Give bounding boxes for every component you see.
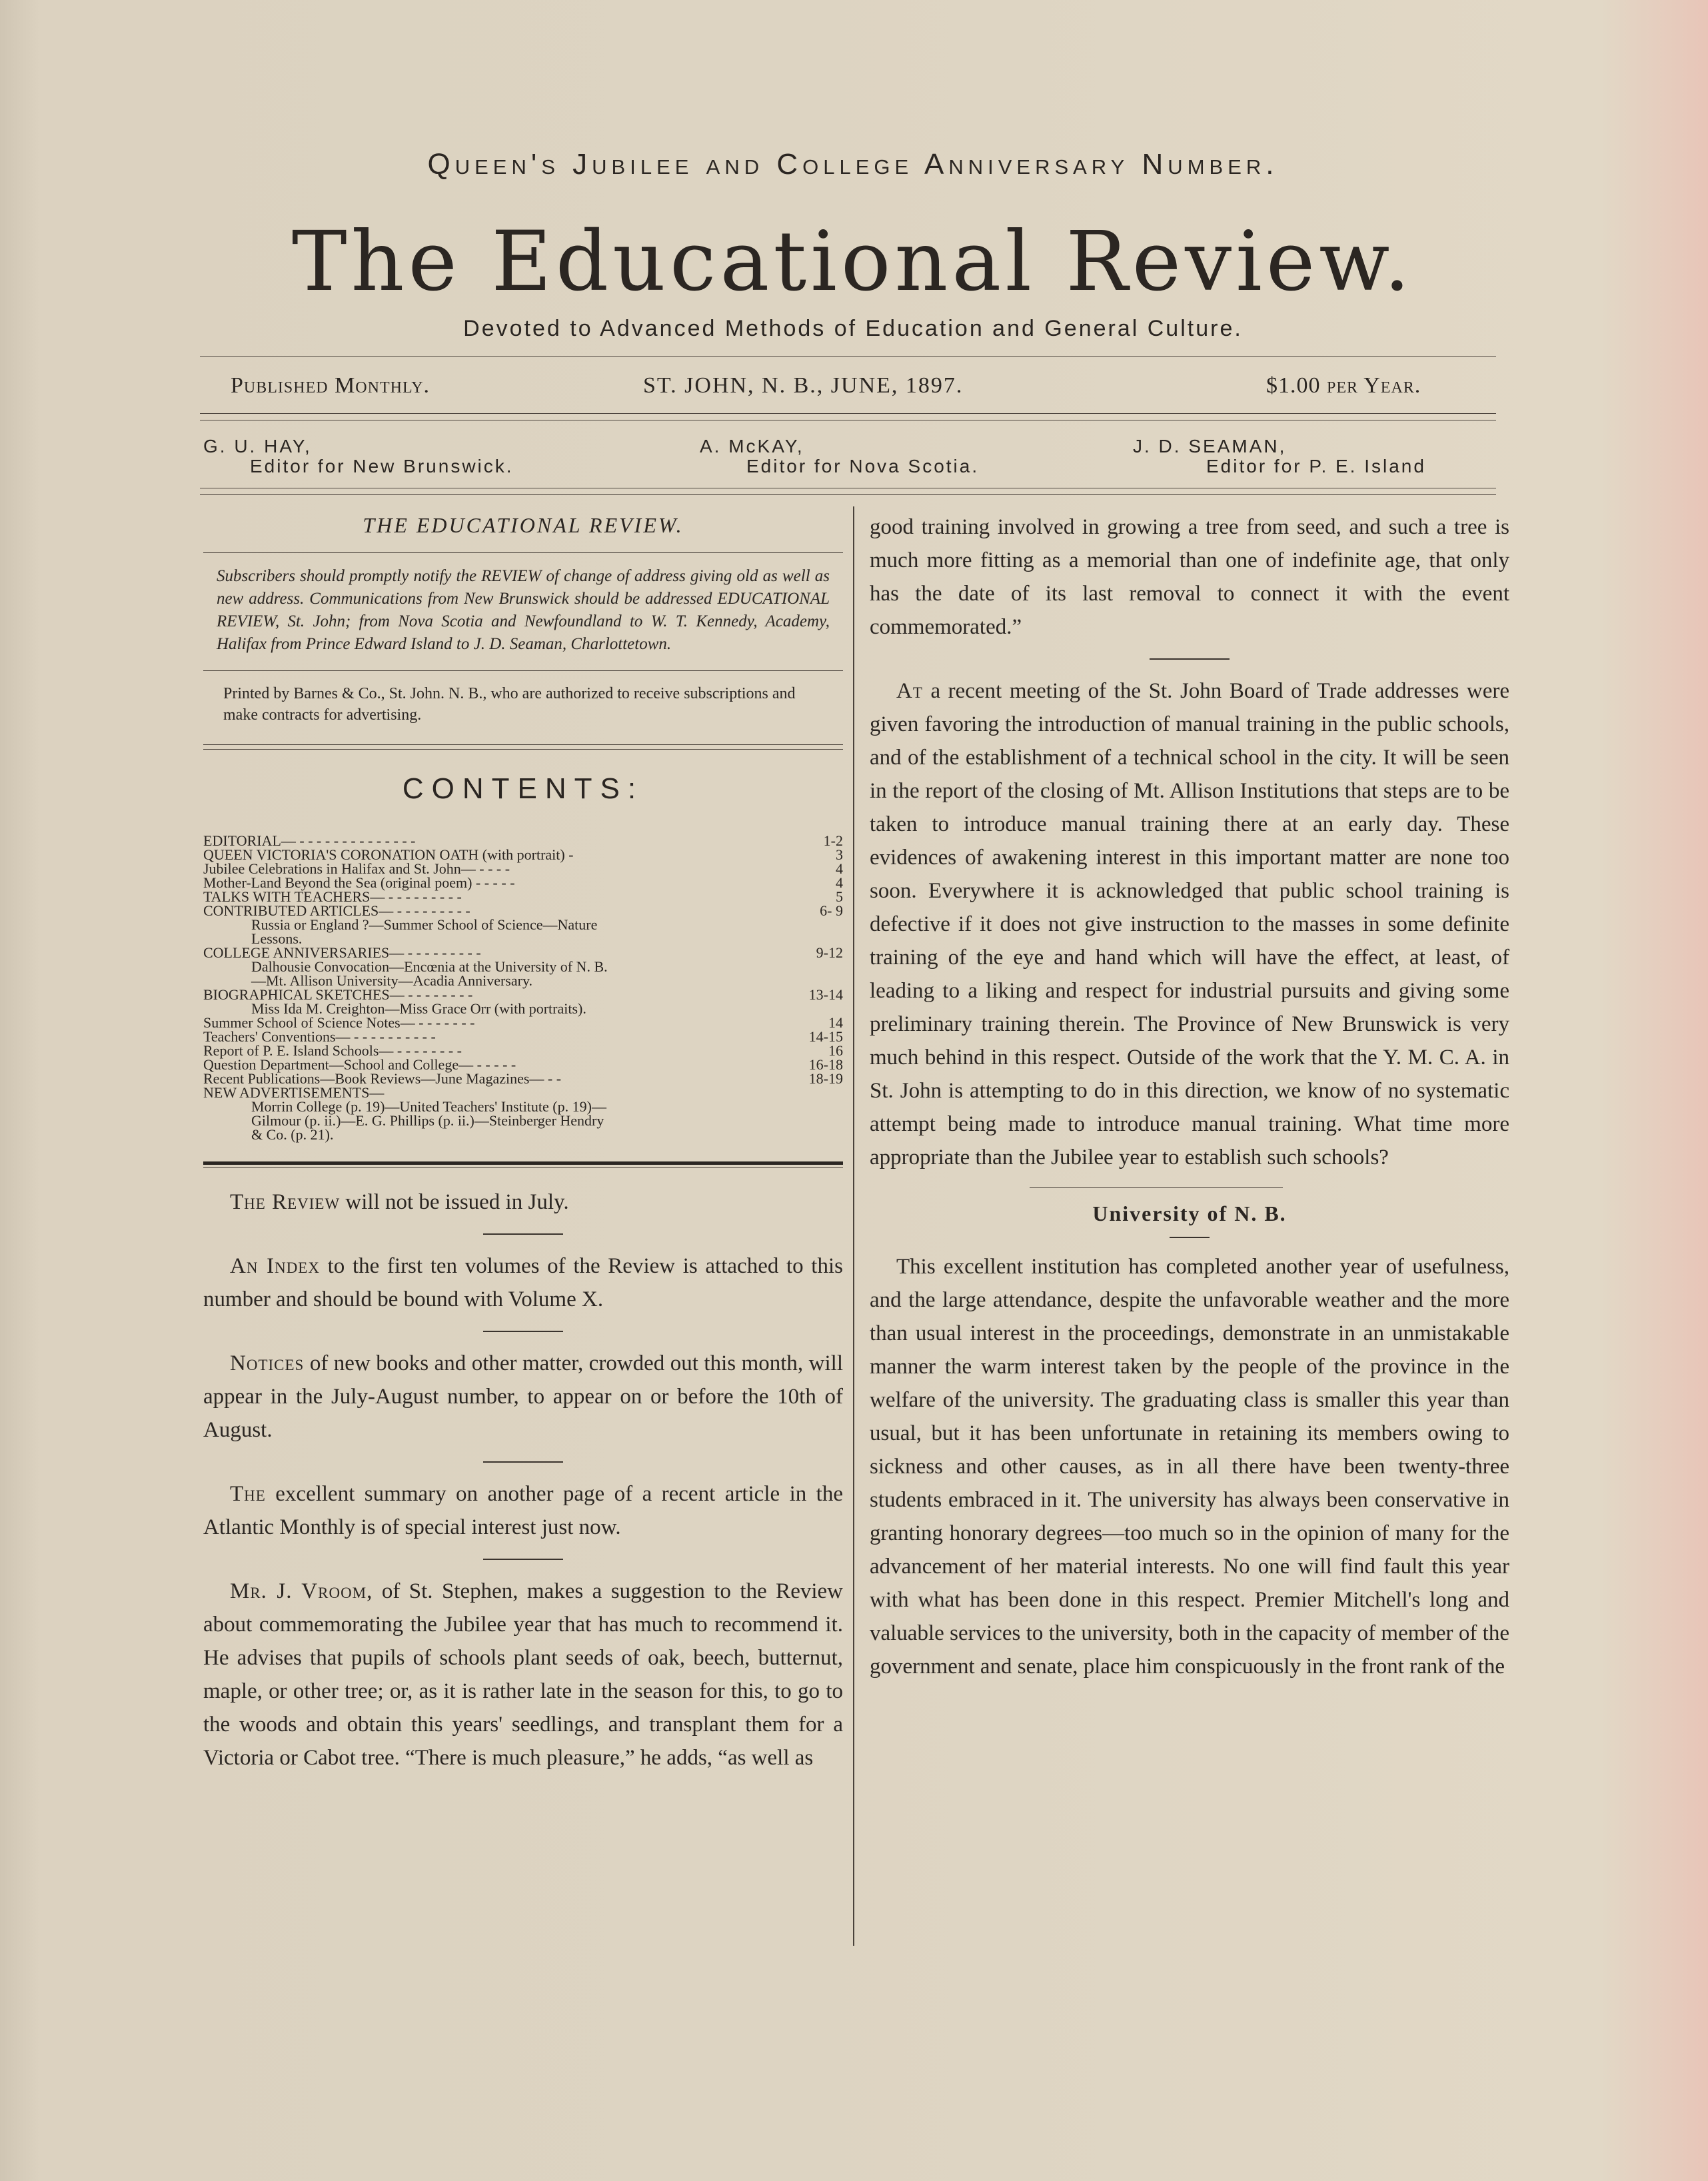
contents-page-number: 9-12 [816, 944, 843, 961]
paragraph-body: will not be issued in July. [340, 1190, 569, 1214]
paragraph-lead: The Review [230, 1190, 341, 1214]
paragraph-lead: At [896, 679, 923, 703]
contents-entry: Question Department—School and College— - - - - - [203, 1056, 516, 1073]
contents-entry: COLLEGE ANNIVERSARIES— - - - - - - - - - [203, 944, 481, 961]
contents-list [203, 834, 843, 1141]
contents-row [203, 960, 843, 974]
contents-entry: Report of P. E. Island Schools— - - - - - - - - [203, 1042, 462, 1059]
rule [200, 356, 1496, 357]
contents-entry: BIOGRAPHICAL SKETCHES— - - - - - - - - [203, 986, 473, 1003]
issue-banner: Queen's Jubilee and College Anniversary Number. [427, 148, 1279, 181]
publication-dateline: ST. JOHN, N. B., JUNE, 1897. [643, 373, 964, 398]
contents-row [203, 1072, 843, 1086]
contents-page-number: 1-2 [823, 832, 843, 849]
contents-entry: QUEEN VICTORIA'S CORONATION OATH (with portrait) - [203, 846, 574, 863]
contents-page-number: 3 [836, 846, 843, 863]
editorial-notes [203, 1185, 843, 1775]
contents-entry: Recent Publications—Book Reviews—June Magazines— - - [203, 1070, 562, 1087]
contents-page-number: 18-19 [808, 1070, 843, 1087]
contents-entry: Summer School of Science Notes— - - - - - - - [203, 1014, 475, 1031]
publication-frequency: Published Monthly. [231, 373, 430, 398]
contents-page-number: 16-18 [808, 1056, 843, 1073]
paragraph-lead: An Index [230, 1254, 320, 1278]
right-column [870, 510, 1509, 1697]
paragraph-lead: Mr. J. Vroom, [230, 1579, 373, 1603]
unb-paragraph: This excellent institution has completed another year of usefulness, and the large attendance, despite the unfavorable weather and the more than usual interest in the proceedings, demonstrate in an unmistakable manner the warm interest taken by the people of the province in the welfare of the university. The graduating class is smaller this year than usual, but it has been unfortunate in retaining its members owing to sickness and other causes, as in all there have been twenty-three students embraced in it. The university has always been conservative in granting honorary degrees—too much so in the opinion of many for the advancement of her material interests. No one will find fault this year with what has been done in this respect. Premier Mitchell's long and valuable services to the university, both in the capacity of member of the government and senate, place him conspicuously in the front rank of the [870, 1255, 1509, 1679]
contents-entry: EDITORIAL— - - - - - - - - - - - - - - [203, 832, 416, 849]
printer-notice: Printed by Barnes & Co., St. John. N. B., who are authorized to receive subscriptions and make contracts for advertising. [223, 685, 796, 724]
contents-row [203, 918, 843, 932]
separator [483, 1461, 563, 1463]
masthead-title: The Educational Review. [291, 214, 1415, 310]
continued-paragraph: good training involved in growing a tree from seed, and such a tree is much more fitting as a memorial than one of indefinite age, that only has the date of its last removal to connect it with the event commemorated.” [870, 515, 1509, 639]
left-column [203, 513, 843, 1788]
unb-heading: University of N. B. [1092, 1201, 1287, 1225]
contents-row [203, 1127, 843, 1141]
board-of-trade-paragraph [870, 674, 1509, 1174]
contents-row [203, 904, 843, 918]
contents-title: CONTENTS: [402, 772, 644, 805]
rule [203, 744, 843, 745]
contents-row [203, 1113, 843, 1127]
rule [203, 1167, 843, 1168]
contents-row [203, 834, 843, 848]
rule [203, 1161, 843, 1165]
editor-nb [203, 436, 514, 476]
contents-entry: Russia or England ?—Summer School of Science—Nature [251, 916, 598, 933]
editor-role: Editor for New Brunswick. [250, 456, 514, 476]
contents-page-number: 14-15 [808, 1028, 843, 1045]
contents-row [203, 862, 843, 876]
contents-entry: Morrin College (p. 19)—United Teachers' Institute (p. 19)— [251, 1098, 606, 1115]
contents-row [203, 1086, 843, 1099]
paragraph-body: excellent summary on another page of a recent article in the Atlantic Monthly is of special interest just now. [203, 1482, 843, 1539]
rule [200, 494, 1496, 495]
publication-line [207, 373, 1473, 406]
rule [1030, 1187, 1283, 1188]
contents-entry: & Co. (p. 21). [251, 1126, 334, 1143]
paragraph-body: a recent meeting of the St. John Board of Trade addresses were given favoring the introduction of manual training in the public schools, and of the establishment of a technical school in the city. It will be seen in the report of the closing of Mt. Allison Institutions that steps are to be taken to introduce manual training there at an early day. These evidences of awakening interest in this important matter are none too soon. Everywhere it is acknowledged that public school training is defective if it does not give instruction to the masses in some definite training of the eye and hand which will have the effect, at least, of leading to a liking and respect for industrial pursuits and giving some preliminary training therein. The Province of New Brunswick is very much behind in this respect. Outside of the work that the Y. M. C. A. in St. John is attempting to do in this direction, we know of no systematic attempt being made to introduce manual training. What time more appropriate than the Jubilee year to establish such schools? [870, 679, 1509, 1169]
editorial-paragraph [203, 1477, 843, 1544]
contents-row [203, 988, 843, 1002]
contents-row [203, 876, 843, 890]
editor-pei [1133, 436, 1426, 476]
contents-entry: Dalhousie Convocation—Encœnia at the University of N. B. [251, 958, 608, 975]
contents-row [203, 932, 843, 946]
separator [483, 1233, 563, 1235]
editor-role: Editor for P. E. Island [1206, 456, 1426, 476]
editorial-paragraph [203, 1347, 843, 1447]
subscriber-notice: Subscribers should promptly notify the REVIEW of change of address giving old as well as new address. Communications from New Brunswick should be addressed EDUCATIONAL REVIEW, St. John; from Nova Scotia and Newfoundland to W. T. Kennedy, Academy, Halifax from Prince Edward Island to J. D. Seaman, Charlottetown. [217, 567, 830, 653]
contents-page-number: 16 [828, 1042, 843, 1059]
contents-page-number: 4 [836, 874, 843, 891]
editor-role: Editor for Nova Scotia. [746, 456, 980, 476]
rule [203, 749, 843, 750]
contents-row [203, 890, 843, 904]
contents-entry: CONTRIBUTED ARTICLES— - - - - - - - - - [203, 902, 470, 919]
contents-page-number: 13-14 [808, 986, 843, 1003]
contents-row [203, 848, 843, 862]
contents-row [203, 1099, 843, 1113]
rule [203, 552, 843, 553]
masthead-subtitle: Devoted to Advanced Methods of Education and General Culture. [463, 316, 1243, 341]
editorial-paragraph [203, 1249, 843, 1316]
contents-page-number: 4 [836, 860, 843, 877]
paragraph-body: of St. Stephen, makes a suggestion to the Review about commemorating the Jubilee year that has much to recommend it. He advises that pupils of schools plant seeds of oak, beech, butternut, maple, or other tree; or, as it is rather late in the season for this, to go to the woods and obtain this years' seedlings, and transplant them for a Victoria or Cabot tree. “There is much pleasure,” he adds, “as well as [203, 1579, 843, 1770]
separator [483, 1331, 563, 1332]
contents-entry: Lessons. [251, 930, 303, 947]
contents-row [203, 1016, 843, 1030]
subscription-price: $1.00 per Year. [1266, 373, 1421, 398]
contents-entry: Teachers' Conventions— - - - - - - - - - - [203, 1028, 436, 1045]
paragraph-lead: The [230, 1482, 266, 1506]
editor-name: J. D. SEAMAN, [1133, 436, 1287, 456]
contents-page-number: 6- 9 [820, 902, 843, 919]
editor-name: A. McKAY, [700, 436, 804, 456]
notice-box-title: THE EDUCATIONAL REVIEW. [363, 513, 684, 537]
editor-ns [700, 436, 979, 476]
contents-row [203, 1030, 843, 1044]
rule [203, 670, 843, 671]
contents-page-number: 5 [836, 888, 843, 905]
editorial-paragraph [203, 1185, 843, 1219]
contents-entry: TALKS WITH TEACHERS— - - - - - - - - - [203, 888, 462, 905]
contents-entry: Mother-Land Beyond the Sea (original poem) - - - - - [203, 874, 515, 891]
separator [1170, 1237, 1210, 1238]
contents-row [203, 946, 843, 960]
contents-entry: Miss Ida M. Creighton—Miss Grace Orr (with portraits). [251, 1000, 586, 1017]
paragraph-body: of new books and other matter, crowded out this month, will appear in the July-August number, to appear on or before the 10th of August. [203, 1351, 843, 1442]
editor-name: G. U. HAY, [203, 436, 312, 456]
contents-page-number: 14 [828, 1014, 843, 1031]
contents-row [203, 1044, 843, 1058]
contents-entry: NEW ADVERTISEMENTS— [203, 1084, 385, 1101]
paragraph-body: to the first ten volumes of the Review is attached to this number and should be bound with Volume X. [203, 1254, 843, 1311]
separator [1150, 658, 1230, 660]
paragraph-lead: Notices [230, 1351, 305, 1375]
contents-entry: Jubilee Celebrations in Halifax and St. John— - - - - [203, 860, 510, 877]
editorial-paragraph [203, 1575, 843, 1775]
contents-row [203, 1058, 843, 1072]
contents-row [203, 1002, 843, 1016]
contents-entry: Gilmour (p. ii.)—E. G. Phillips (p. ii.)—Steinberger Hendry [251, 1112, 604, 1129]
contents-row [203, 974, 843, 988]
column-divider [853, 506, 854, 1946]
rule [200, 413, 1496, 414]
separator [483, 1559, 563, 1560]
contents-entry: —Mt. Allison University—Acadia Anniversary. [251, 972, 533, 989]
